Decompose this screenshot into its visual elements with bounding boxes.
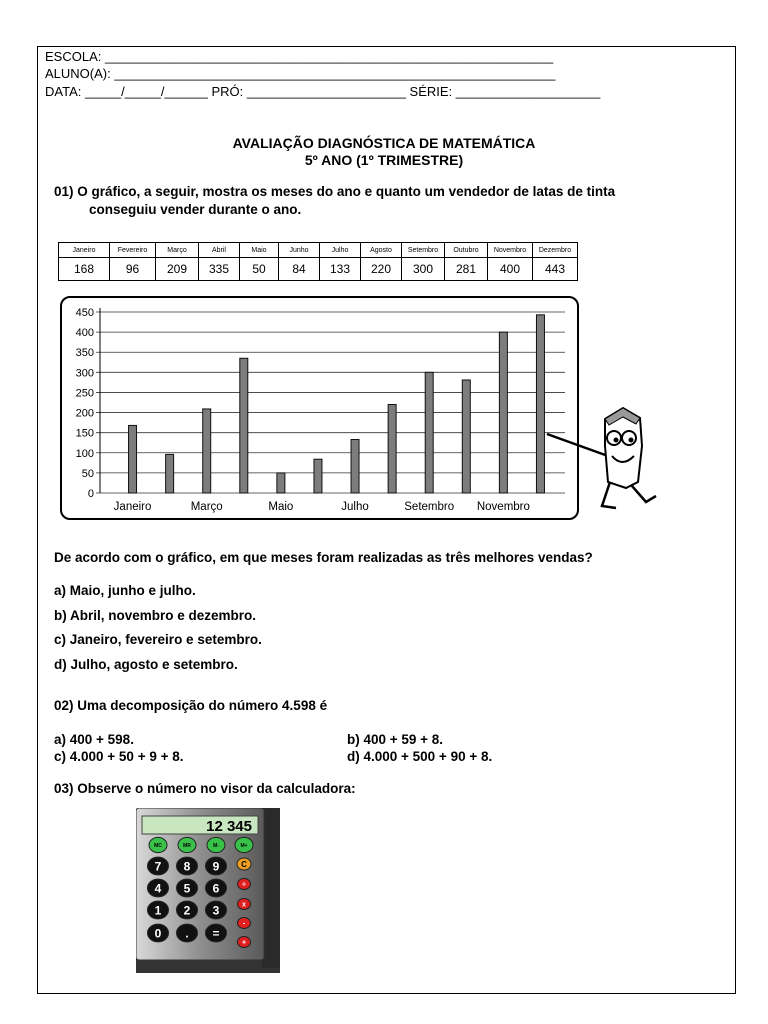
q2-option-c: c) 4.000 + 50 + 9 + 8. xyxy=(54,749,184,764)
calculator-display-value: 12 345 xyxy=(206,818,252,835)
table-month: Julho xyxy=(320,243,361,258)
memory-key-label: MC xyxy=(154,842,162,849)
digit-key-label: 3 xyxy=(212,903,220,918)
table-month: Fevereiro xyxy=(110,243,156,258)
digit-key-label: 2 xyxy=(183,903,191,918)
question-1-prompt: De acordo com o gráfico, em que meses foram realizadas as três melhores vendas? xyxy=(54,550,593,565)
document-title: AVALIAÇÃO DIAGNÓSTICA DE MATEMÁTICA xyxy=(232,135,536,151)
table-value: 443 xyxy=(533,258,578,281)
bar xyxy=(425,372,433,493)
values-row xyxy=(59,258,578,281)
bar xyxy=(129,425,137,493)
table-value: 335 xyxy=(199,258,240,281)
bar xyxy=(388,405,396,493)
table-value: 50 xyxy=(240,258,279,281)
option-a: a) Maio, junho e julho. xyxy=(54,583,196,598)
data-field: DATA: _____/_____/______ PRÓ: ______________________ SÉRIE: ____________________ xyxy=(45,84,601,99)
bar xyxy=(351,440,359,493)
y-tick-label: 400 xyxy=(75,327,94,340)
digit-key-label: 9 xyxy=(212,859,220,874)
digit-key-label: 8 xyxy=(183,859,191,874)
question-2-prompt: 02) Uma decomposição do número 4.598 é xyxy=(54,698,328,713)
table-month: Novembro xyxy=(488,243,533,258)
calculator-image xyxy=(136,808,282,974)
x-tick-label: Março xyxy=(190,501,223,513)
table-month: Dezembro xyxy=(533,243,578,258)
y-tick-label: 150 xyxy=(75,427,94,440)
table-month: Abril xyxy=(199,243,240,258)
bar xyxy=(240,358,248,493)
option-b: b) Abril, novembro e dezembro. xyxy=(54,608,257,623)
table-value: 220 xyxy=(361,258,402,281)
digit-key-label: = xyxy=(212,926,220,941)
option-d: d) Julho, agosto e setembro. xyxy=(54,657,238,672)
question-3-prompt: 03) Observe o número no visor da calculadora: xyxy=(54,781,356,796)
digit-key-label: 1 xyxy=(154,903,162,918)
bar xyxy=(203,409,211,493)
digit-key-label: 7 xyxy=(154,859,162,874)
mascot-eye xyxy=(622,431,636,445)
x-tick-label: Janeiro xyxy=(113,501,152,513)
digit-key-label: 0 xyxy=(154,926,162,941)
table-value: 281 xyxy=(445,258,488,281)
document-subtitle: 5º ANO (1º TRIMESTRE) xyxy=(304,152,464,168)
table-value: 300 xyxy=(402,258,445,281)
x-tick-label: Novembro xyxy=(476,501,530,513)
q2-option-d: d) 4.000 + 500 + 90 + 8. xyxy=(347,749,493,764)
y-tick-label: 350 xyxy=(75,347,94,360)
digit-key-label: 6 xyxy=(212,881,220,896)
bar xyxy=(536,315,544,493)
escola-field: ESCOLA: ______________________________________________________________ xyxy=(45,49,554,64)
y-tick-label: 100 xyxy=(75,447,94,460)
memory-key-label: M+ xyxy=(240,842,248,849)
operator-key-label: ÷ xyxy=(242,881,246,889)
bar xyxy=(314,459,322,493)
table-value: 209 xyxy=(156,258,199,281)
digit-key-label: 4 xyxy=(154,881,162,896)
aluno-field: ALUNO(A): _____________________________________________________________ xyxy=(45,66,556,81)
mascot-pupil xyxy=(614,438,619,443)
mascot-pupil xyxy=(629,438,634,443)
y-tick-label: 300 xyxy=(75,367,94,380)
operator-key-label: C xyxy=(241,859,247,869)
mascot-eye xyxy=(607,431,621,445)
table-month: Agosto xyxy=(361,243,402,258)
months-row xyxy=(59,243,578,258)
bar-chart xyxy=(60,296,672,536)
table-month: Junho xyxy=(279,243,320,258)
memory-key-label: MR xyxy=(183,842,191,849)
y-tick-label: 450 xyxy=(75,307,94,319)
q2-option-b: b) 400 + 59 + 8. xyxy=(347,732,444,747)
y-tick-label: 200 xyxy=(75,407,94,420)
y-tick-label: 0 xyxy=(87,488,94,500)
bar xyxy=(462,380,470,493)
table-value: 84 xyxy=(279,258,320,281)
memory-key-label: M- xyxy=(213,842,219,849)
bar xyxy=(499,332,507,493)
table-value: 168 xyxy=(59,258,110,281)
question-1-line-2: conseguiu vender durante o ano. xyxy=(89,202,302,217)
bar xyxy=(277,473,285,493)
x-tick-label: Setembro xyxy=(404,501,455,513)
digit-key-label: . xyxy=(185,926,189,941)
option-c: c) Janeiro, fevereiro e setembro. xyxy=(54,632,262,647)
operator-key-label: + xyxy=(241,939,247,947)
table-month: Março xyxy=(156,243,199,258)
table-month: Setembro xyxy=(402,243,445,258)
digit-key-label: 5 xyxy=(183,881,191,896)
table-month: Outubro xyxy=(445,243,488,258)
y-tick-label: 50 xyxy=(81,467,94,480)
operator-key-label: x xyxy=(242,901,246,909)
bar xyxy=(166,454,174,493)
table-value: 96 xyxy=(110,258,156,281)
sales-table xyxy=(58,242,578,281)
table-value: 133 xyxy=(320,258,361,281)
x-tick-label: Julho xyxy=(341,501,369,513)
table-month: Maio xyxy=(240,243,279,258)
q2-option-a: a) 400 + 598. xyxy=(54,732,134,747)
operator-key-label: - xyxy=(242,920,246,928)
question-1-line-1: 01) O gráfico, a seguir, mostra os meses do ano e quanto um vendedor de latas de tinta xyxy=(54,184,616,199)
x-tick-label: Maio xyxy=(268,501,294,513)
y-tick-label: 250 xyxy=(75,387,94,400)
table-value: 400 xyxy=(488,258,533,281)
table-month: Janeiro xyxy=(59,243,110,258)
